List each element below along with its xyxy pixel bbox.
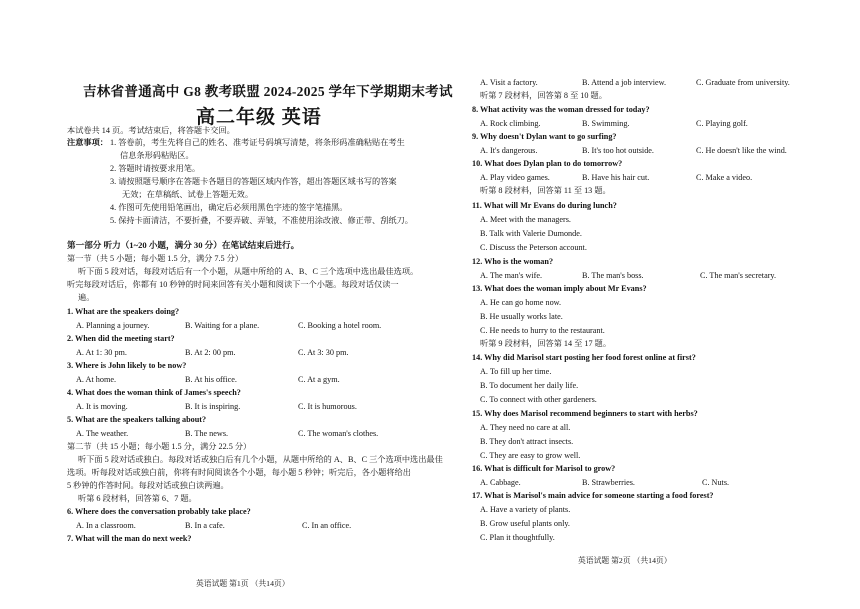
section-1-heading: 第一节（共 5 小题；每小题 1.5 分，满分 7.5 分）	[67, 254, 244, 263]
option-c: C. Plan it thoughtfully.	[480, 533, 555, 542]
part-1-heading: 第一部分 听力（1~20 小题，满分 30 分）在笔试结束后进行。	[67, 240, 300, 250]
option-c: C. To connect with other gardeners.	[480, 395, 597, 404]
note-line: 1. 答卷前，考生先将自己的姓名、准考证号码填写清楚，将条形码准确粘贴在考生	[110, 138, 405, 147]
option-b: B. The man's boss.	[582, 271, 644, 280]
option-a: A. Cabbage.	[480, 478, 521, 487]
note-line: 4. 作图可先使用铅笔画出，确定后必须用黑色字迹的签字笔描黑。	[110, 203, 348, 212]
option-a: A. In a classroom.	[76, 521, 136, 530]
option-c: C. He doesn't like the wind.	[696, 146, 787, 155]
option-c: C. In an office.	[302, 521, 352, 530]
option-c: C. The woman's clothes.	[298, 429, 379, 438]
question-10: 10. What does Dylan plan to do tomorrow?	[472, 159, 623, 168]
option-b: B. The news.	[185, 429, 229, 438]
option-b: B. Talk with Valerie Dumonde.	[480, 229, 582, 238]
option-a: A. The man's wife.	[480, 271, 543, 280]
option-b: B. It's too hot outside.	[582, 146, 654, 155]
note-line: 2. 答题时请按要求用笔。	[110, 164, 201, 173]
option-b: B. To document her daily life.	[480, 381, 579, 390]
notes-label: 注意事项：	[67, 138, 108, 147]
question-17: 17. What is Marisol's main advice for someone starting a food forest?	[472, 491, 714, 500]
option-b: B. Have his hair cut.	[582, 173, 650, 182]
option-c: C. It is humorous.	[298, 402, 357, 411]
option-c: C. Graduate from university.	[696, 78, 790, 87]
question-5: 5. What are the speakers talking about?	[67, 415, 207, 424]
option-a: A. Have a variety of plants.	[480, 505, 571, 514]
option-c: C. Discuss the Peterson account.	[480, 243, 587, 252]
material-7-heading: 听第 7 段材料，回答第 8 至 10 题。	[480, 91, 607, 100]
section-2-directions: 选项。听每段对话或独白前，你将有时间阅读各个小题，每小题 5 秒钟；听完后，各小题将给出	[67, 468, 411, 477]
option-b: B. At his office.	[185, 375, 237, 384]
option-c: C. The man's secretary.	[700, 271, 777, 280]
option-a: A. At home.	[76, 375, 117, 384]
section-1-directions: 遍。	[78, 293, 95, 302]
material-8-heading: 听第 8 段材料，回答第 11 至 13 题。	[480, 186, 611, 195]
exam-subtitle: 高二年级 英语	[196, 107, 322, 128]
option-a: A. The weather.	[76, 429, 129, 438]
option-c: C. At a gym.	[298, 375, 340, 384]
option-a: A. It's dangerous.	[480, 146, 538, 155]
exam-page-2	[450, 0, 860, 609]
question-14: 14. Why did Marisol start posting her food forest online at first?	[472, 353, 696, 362]
question-9: 9. Why doesn't Dylan want to go surfing?	[472, 132, 617, 141]
option-a: A. Planning a journey.	[76, 321, 150, 330]
option-a: A. Play video games.	[480, 173, 550, 182]
option-a: A. They need no care at all.	[480, 423, 571, 432]
option-a: A. At 1: 30 pm.	[76, 348, 127, 357]
question-16: 16. What is difficult for Marisol to grow?	[472, 464, 616, 473]
question-15: 15. Why does Marisol recommend beginners to start with herbs?	[472, 409, 698, 418]
question-8: 8. What activity was the woman dressed for today?	[472, 105, 650, 114]
section-1-directions: 听完每段对话后，你都有 10 秒钟的时间来回答有关小题和阅读下一个小题。每段对话仅读一	[67, 280, 399, 289]
option-b: B. It is inspiring.	[185, 402, 241, 411]
note-line: 3. 请按照题号顺序在答题卡各题目的答题区域内作答，超出答题区域书写的答案	[110, 177, 397, 186]
option-c: C. Booking a hotel room.	[298, 321, 382, 330]
section-1-directions: 听下面 5 段对话，每段对话后有一个小题，从题中所给的 A、B、C 三个选项中选出最佳选项。	[78, 267, 419, 276]
section-2-directions: 听下面 5 段对话或独白。每段对话或独白后有几个小题，从题中所给的 A、B、C 三个选项中选出最佳	[78, 455, 443, 464]
option-b: B. Strawberries.	[582, 478, 635, 487]
material-6-heading: 听第 6 段材料，回答第 6、7 题。	[78, 494, 197, 503]
option-a: A. Rock climbing.	[480, 119, 541, 128]
option-c: C. They are easy to grow well.	[480, 451, 581, 460]
question-7: 7. What will the man do next week?	[67, 534, 192, 543]
option-b: B. Swimming.	[582, 119, 630, 128]
note-line: 无效；在草稿纸、试卷上答题无效。	[122, 190, 254, 199]
question-4: 4. What does the woman think of James's speech?	[67, 388, 241, 397]
option-a: A. Meet with the managers.	[480, 215, 571, 224]
option-a: A. He can go home now.	[480, 298, 562, 307]
note-line: 5. 保持卡面清洁，不要折叠，不要弄破、弄皱，不准使用涂改液、修正带、刮纸刀。	[110, 216, 413, 225]
option-b: B. He usually works late.	[480, 312, 563, 321]
option-a: A. Visit a factory.	[480, 78, 538, 87]
material-9-heading: 听第 9 段材料，回答第 14 至 17 题。	[480, 339, 612, 348]
page-footer: 英语试题 第2页 （共14页）	[578, 556, 672, 565]
exam-title: 吉林省普通高中 G8 教考联盟 2024-2025 学年下学期期末考试	[83, 84, 453, 99]
option-c: C. Nuts.	[702, 478, 730, 487]
option-b: B. At 2: 00 pm.	[185, 348, 236, 357]
question-3: 3. Where is John likely to be now?	[67, 361, 187, 370]
section-2-heading: 第二节（共 15 小题；每小题 1.5 分，满分 22.5 分）	[67, 442, 252, 451]
option-b: B. Grow useful plants only.	[480, 519, 570, 528]
option-a: A. To fill up her time.	[480, 367, 552, 376]
section-2-directions: 5 秒钟的作答时间。每段对话或独白读两遍。	[67, 481, 229, 490]
option-c: C. Playing golf.	[696, 119, 748, 128]
page-footer: 英语试题 第1页 （共14页）	[196, 579, 290, 588]
question-13: 13. What does the woman imply about Mr Evans?	[472, 284, 647, 293]
option-c: C. He needs to hurry to the restaurant.	[480, 326, 605, 335]
note-line: 信息条形码粘贴区。	[120, 151, 194, 160]
option-b: B. Waiting for a plane.	[185, 321, 260, 330]
question-1: 1. What are the speakers doing?	[67, 307, 180, 316]
question-12: 12. Who is the woman?	[472, 257, 554, 266]
option-b: B. Attend a job interview.	[582, 78, 667, 87]
question-2: 2. When did the meeting start?	[67, 334, 175, 343]
option-a: A. It is moving.	[76, 402, 128, 411]
question-11: 11. What will Mr Evans do during lunch?	[472, 201, 617, 210]
option-b: B. They don't attract insects.	[480, 437, 574, 446]
question-6: 6. Where does the conversation probably take place?	[67, 507, 251, 516]
intro-text: 本试卷共 14 页。考试结束后，将答题卡交回。	[67, 126, 235, 135]
option-b: B. In a cafe.	[185, 521, 225, 530]
option-c: C. Make a video.	[696, 173, 753, 182]
option-c: C. At 3: 30 pm.	[298, 348, 349, 357]
